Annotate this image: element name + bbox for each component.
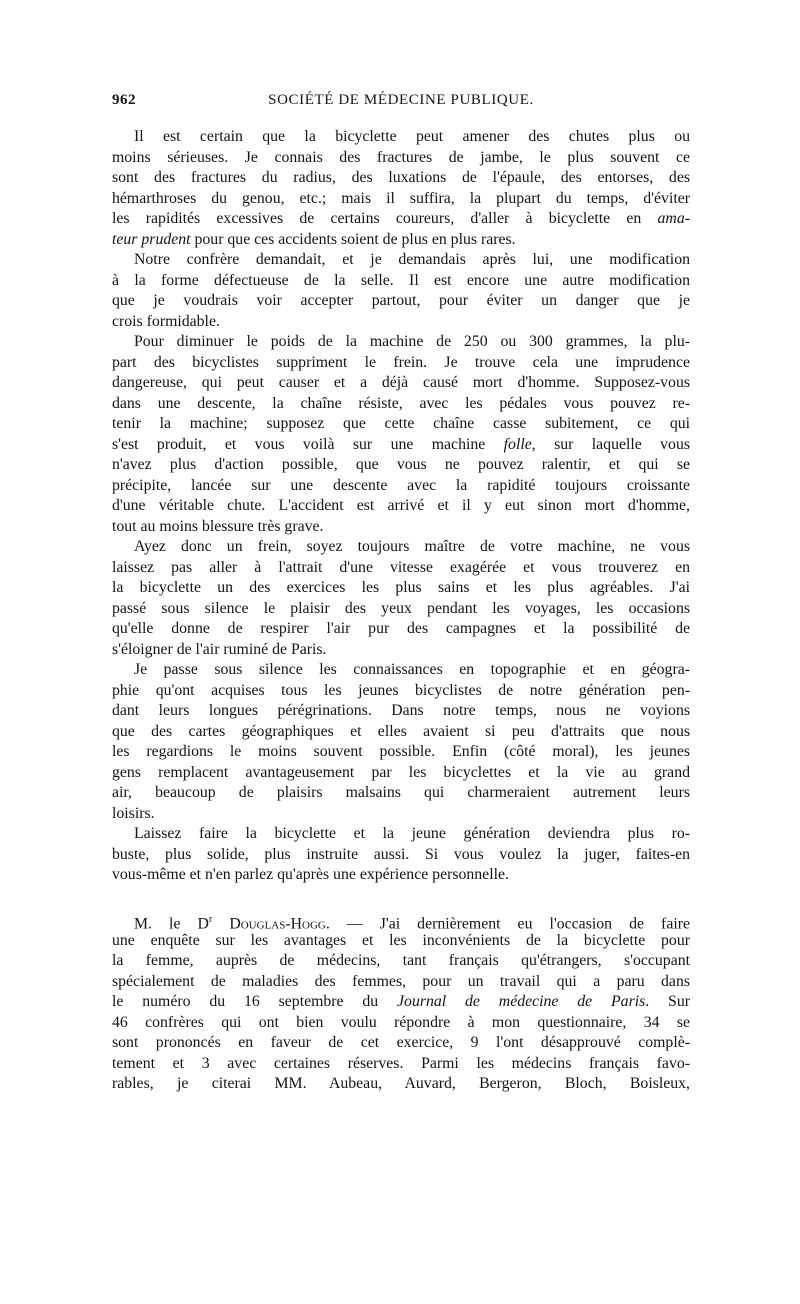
text-line: dangereuse, qui peut causer et a déjà causé mort d'homme. Supposez-vous	[112, 374, 690, 391]
speaker-paragraph	[112, 910, 690, 1095]
speaker-title-superscript: r	[208, 914, 213, 925]
paragraph	[112, 250, 690, 332]
text-line: que je voudrais voir accepter partout, pour éviter un danger que je	[112, 292, 690, 309]
text-line: Laissez faire la bicyclette et la jeune génération deviendra plus ro-	[134, 825, 690, 842]
text-line: à la forme défectueuse de la selle. Il est encore une autre modification	[112, 271, 690, 289]
italic-text: ama-	[657, 210, 690, 227]
text-line: le numéro du 16 septembre du Journal de médecine de Paris. Sur	[112, 993, 691, 1010]
page-header	[112, 92, 690, 112]
italic-text: teur prudent	[112, 230, 191, 248]
text-line: air, beaucoup de plaisirs malsains qui charmeraient autrement leurs	[112, 784, 690, 801]
text-line: une enquête sur les avantages et les inconvénients de la bicyclette pour	[112, 931, 690, 949]
paragraph	[112, 660, 690, 824]
text-line: la femme, auprès de médecins, tant français qu'étrangers, s'occupant	[112, 952, 690, 969]
italic-text: Journal de médecine de Paris	[397, 993, 646, 1010]
text-line: vous-même et n'en parlez qu'après une expérience personnelle.	[112, 866, 509, 883]
text-line: Il est certain que la bicyclette peut amener des chutes plus ou	[134, 128, 690, 145]
text-line: qu'elle donne de respirer l'air pur des campagnes et la possibilité de	[112, 620, 690, 637]
text-line: buste, plus solide, plus instruite aussi. Si vous voulez la juger, faites-en	[112, 845, 690, 863]
text-line: sont des fractures du radius, des luxations de l'épaule, des entorses, des	[112, 169, 690, 186]
text-line: s'est produit, et vous voilà sur une machine folle, sur laquelle vous	[112, 435, 691, 453]
text-line: Je passe sous silence les connaissances en topographie et en géogra-	[134, 661, 690, 678]
text-line: dant leurs longues pérégrinations. Dans notre temps, nous ne voyions	[112, 702, 690, 719]
speaker-name: Douglas-Hogg	[229, 915, 326, 933]
text-line: tenir la machine; supposez que cette chaîne casse subitement, ce qui	[112, 415, 690, 432]
text-line: passé sous silence le plaisir des yeux pendant les voyages, les occasions	[112, 599, 690, 617]
text-line: s'éloigner de l'air ruminé de Paris.	[112, 640, 327, 658]
paragraph	[112, 332, 690, 537]
text-line: Ayez donc un frein, soyez toujours maître de votre machine, ne vous	[134, 538, 690, 555]
text-line: tement et 3 avec certaines réserves. Parmi les médecins français favo-	[112, 1054, 690, 1072]
text-line: d'une véritable chute. L'accident est arrivé et il y eut sinon mort d'homme,	[112, 497, 690, 514]
text-line: dans une descente, la chaîne résiste, avec les pédales vous pouvez re-	[112, 394, 690, 412]
text-line: part des bicyclistes suppriment le frein. Je trouve cela une imprudence	[112, 353, 690, 371]
text-line: Notre confrère demandait, et je demandais après lui, une modification	[134, 251, 690, 268]
text-line: les regardions le moins souvent possible. Enfin (côté moral), les jeunes	[112, 743, 690, 760]
text-line: tout au moins blessure très grave.	[112, 517, 324, 535]
text-line: les rapidités excessives de certains coureurs, d'aller à bicyclette en ama-	[112, 210, 690, 227]
text-line: gens remplacent avantageusement par les bicyclettes et la vie au grand	[112, 763, 690, 781]
page-number: 962	[112, 92, 136, 108]
text-line: loisirs.	[112, 804, 155, 822]
text-line: hémarthroses du genou, etc.; mais il suffira, la plupart du temps, d'éviter	[112, 189, 690, 207]
text-line: crois formidable.	[112, 312, 220, 330]
text-line: rables, je citerai MM. Aubeau, Auvard, Bergeron, Bloch, Boisleux,	[112, 1075, 690, 1092]
text-line: laissez pas aller à l'attrait d'une vitesse exagérée et vous trouverez en	[112, 558, 690, 576]
speaker-prefix: M. le D	[134, 915, 209, 933]
text-line: phie qu'ont acquises tous les jeunes bicyclistes de notre génération pen-	[112, 681, 690, 699]
text-line: 46 confrères qui ont bien voulu répondre à mon questionnaire, 34 se	[112, 1013, 690, 1031]
text-line: spécialement de maladies des femmes, pour un travail qui a paru dans	[112, 972, 690, 990]
text-line: moins sérieuses. Je connais des fractures de jambe, le plus souvent ce	[112, 148, 690, 166]
text-line: teur prudent pour que ces accidents soient de plus en plus rares.	[112, 230, 516, 248]
text-line: précipite, lancée sur une descente avec la rapidité toujours croissante	[112, 476, 690, 494]
text-line: sont prononcés en faveur de cet exercice, 9 l'ont désapprouvé complè-	[112, 1034, 690, 1051]
text-line: que des cartes géographiques et elles avaient si peu d'attraits que nous	[112, 722, 690, 740]
paragraph	[112, 537, 690, 660]
speaker-rest: . — J'ai dernièrement eu l'occasion de faire	[325, 915, 690, 933]
text-line: n'avez plus d'action possible, que vous ne pouvez ralentir, et qui se	[112, 456, 690, 473]
speaker-line	[112, 910, 690, 931]
paragraph	[112, 824, 690, 886]
text-line: la bicyclette un des exercices les plus sains et les plus agréables. J'ai	[112, 579, 690, 596]
running-title: SOCIÉTÉ DE MÉDECINE PUBLIQUE.	[268, 92, 534, 108]
paragraph	[112, 127, 690, 250]
italic-text: folle	[503, 435, 532, 453]
text-line: Pour diminuer le poids de la machine de 250 ou 300 grammes, la plu-	[134, 333, 690, 350]
